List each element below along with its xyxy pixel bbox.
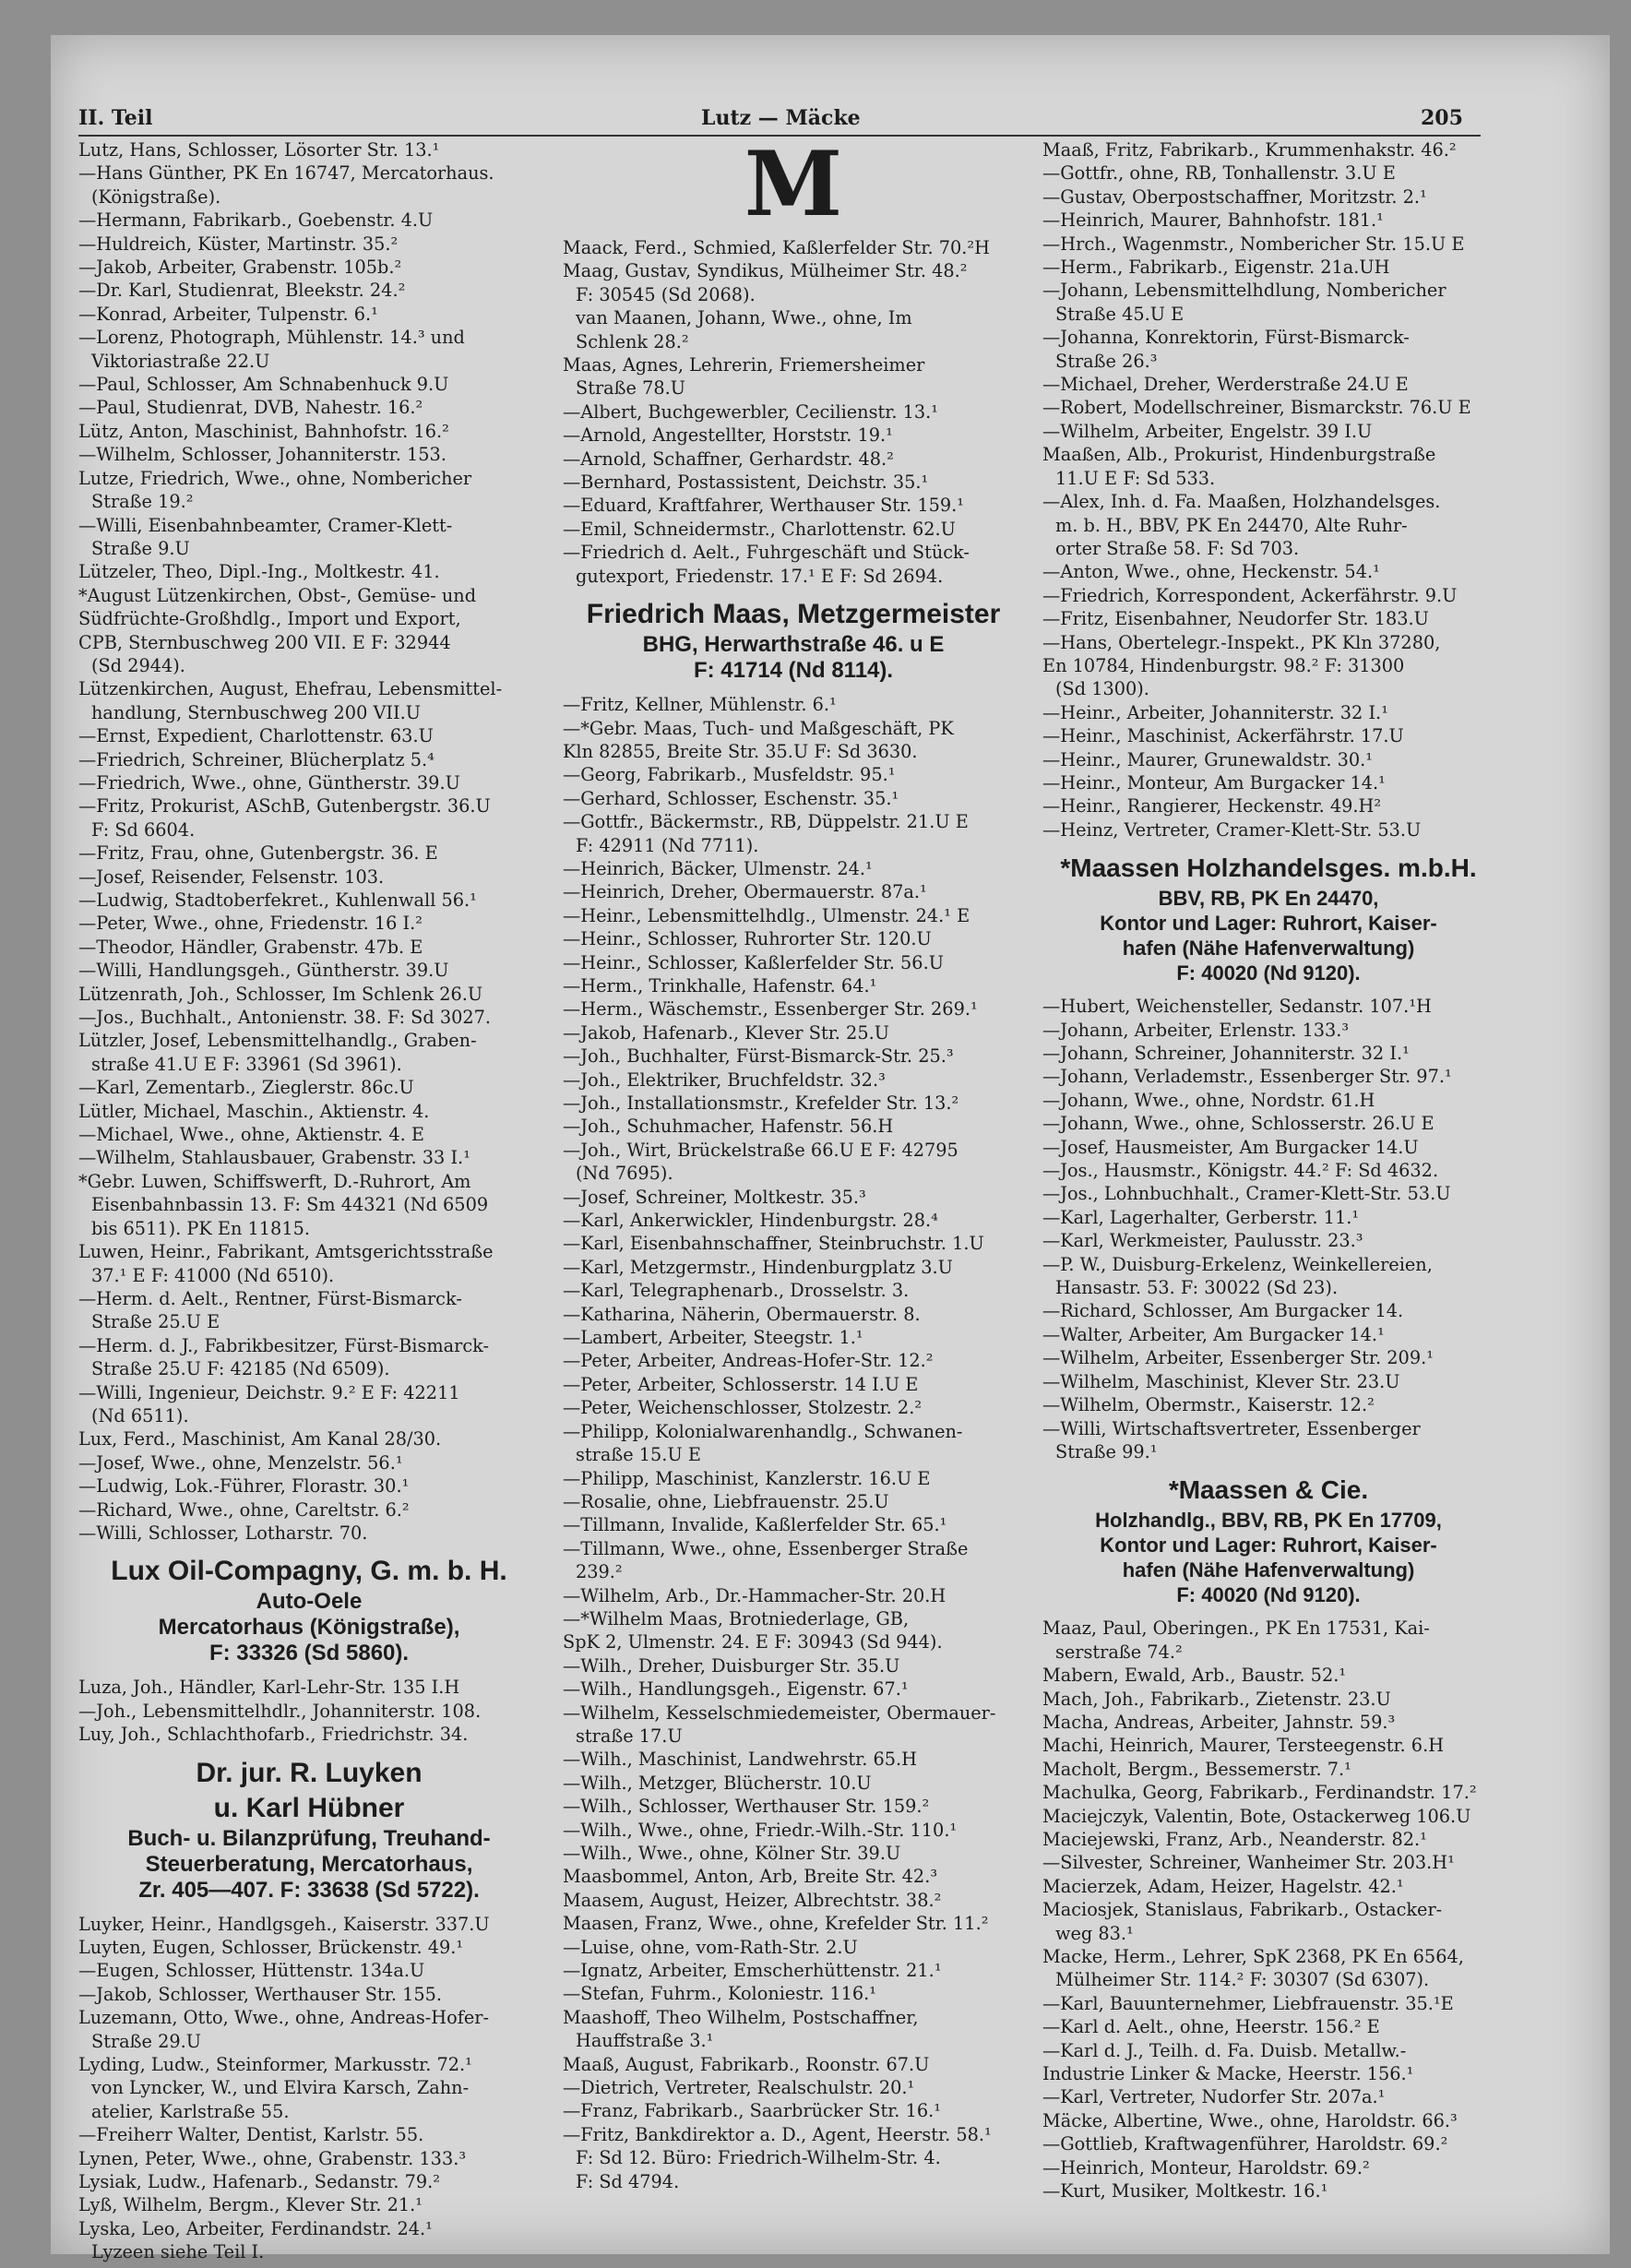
ad-title: *Maassen Holzhandelsges. m.b.H. xyxy=(1060,853,1477,883)
entries-lutz xyxy=(78,138,540,1545)
directory-line: —Philipp, Maschinist, Kanzlerstr. 16.U E xyxy=(563,1467,931,1489)
directory-line: —Friedrich d. Aelt., Fuhrgeschäft und Stück- xyxy=(563,542,970,564)
directory-line: F: 42911 (Nd 7711). xyxy=(576,834,759,856)
directory-line: (Sd 2944). xyxy=(91,654,185,676)
directory-line: van Maanen, Johann, Wwe., ohne, Im xyxy=(576,307,912,329)
directory-line: Maciosjek, Stanislaus, Fabrikarb., Ostacker- xyxy=(1042,1899,1443,1921)
directory-line: Luy, Joh., Schlachthofarb., Friedrichstr. 34. xyxy=(78,1724,469,1746)
directory-line: —Wilh., Wwe., ohne, Friedr.-Wilh.-Str. 110.¹ xyxy=(563,1819,958,1841)
directory-line: —Johanna, Konrektorin, Fürst-Bismarck- xyxy=(1042,327,1410,349)
directory-line: —Heinr., Schlosser, Ruhrorter Str. 120.U xyxy=(563,928,932,950)
directory-line: —Willi, Wirtschaftsvertreter, Essenberger xyxy=(1042,1417,1421,1439)
directory-line: 37.¹ E F: 41000 (Nd 6510). xyxy=(91,1264,335,1286)
directory-line: —Karl d. J., Teilh. d. Fa. Duisb. Metallw.- xyxy=(1042,2039,1407,2061)
directory-line: Luyten, Eugen, Schlosser, Brückenstr. 49.¹ xyxy=(78,1937,464,1958)
directory-line: —Wilhelm, Arbeiter, Essenberger Str. 209.¹ xyxy=(1042,1347,1434,1369)
directory-line: —Friedrich, Korrespondent, Ackerfährstr. 9.U xyxy=(1042,584,1458,606)
directory-line: Mach, Joh., Fabrikarb., Zietenstr. 23.U xyxy=(1042,1688,1391,1710)
ad-lux-oil xyxy=(78,1554,540,1666)
directory-line: Industrie Linker & Macke, Heerstr. 156.¹ xyxy=(1042,2063,1414,2085)
directory-line: —*Wilhelm Maas, Brotniederlage, GB, xyxy=(563,1607,910,1629)
directory-line: Macholt, Bergm., Bessemerstr. 7.¹ xyxy=(1042,1758,1351,1780)
directory-line: F: Sd 4794. xyxy=(576,2170,680,2192)
directory-line: Luyker, Heinr., Handlgsgeh., Kaiserstr. 337.U xyxy=(78,1913,490,1935)
directory-line: —Heinr., Rangierer, Heckenstr. 49.H² xyxy=(1042,795,1382,818)
directory-line: —Karl, Vertreter, Nudorfer Str. 207a.¹ xyxy=(1042,2086,1386,2108)
entries-luza xyxy=(78,1676,540,1746)
directory-line: —Stefan, Fuhrm., Koloniestr. 116.¹ xyxy=(563,1983,876,2005)
directory-line: —Michael, Wwe., ohne, Aktienstr. 4. E xyxy=(78,1124,424,1146)
directory-line: orter Straße 58. F: Sd 703. xyxy=(1055,537,1300,559)
directory-line: Straße 19.² xyxy=(91,491,194,513)
directory-line: —Heinr., Maurer, Grunewaldstr. 30.¹ xyxy=(1042,748,1373,770)
directory-line: Maashoff, Theo Wilhelm, Postschaffner, xyxy=(563,2006,919,2028)
directory-line: Lutz, Hans, Schlosser, Lösorter Str. 13.¹ xyxy=(78,139,440,161)
directory-line: —Jakob, Hafenarb., Klever Str. 25.U xyxy=(563,1021,889,1044)
directory-line: —Friedrich, Wwe., ohne, Güntherstr. 39.U xyxy=(78,771,460,794)
column-1 xyxy=(78,138,540,2264)
directory-line: atelier, Karlstraße 55. xyxy=(91,2100,290,2122)
directory-line: —Wilhelm, Kesselschmiedemeister, Obermauer- xyxy=(563,1701,996,1724)
directory-line: Macke, Herm., Lehrer, SpK 2368, PK En 6564, xyxy=(1042,1946,1464,1967)
directory-line: —Josef, Hausmeister, Am Burgacker 14.U xyxy=(1042,1136,1419,1158)
directory-line: —Josef, Schreiner, Moltkestr. 35.³ xyxy=(563,1186,866,1208)
directory-line: (Nd 6511). xyxy=(91,1404,189,1426)
directory-line: —Wilh., Handlungsgeh., Eigenstr. 67.¹ xyxy=(563,1678,909,1701)
directory-line: —Herm. d. J., Fabrikbesitzer, Fürst-Bismarck- xyxy=(78,1334,490,1356)
directory-line: —Tillmann, Invalide, Kaßlerfelder Str. 65.¹ xyxy=(563,1514,947,1536)
directory-line: —P. W., Duisburg-Erkelenz, Weinkellereien, xyxy=(1042,1253,1433,1275)
directory-line: Macha, Andreas, Arbeiter, Jahnstr. 59.³ xyxy=(1042,1711,1396,1733)
directory-line: —*Gebr. Maas, Tuch- und Maßgeschäft, PK xyxy=(563,717,954,739)
directory-line: —Gottlieb, Kraftwagenführer, Haroldstr. 69.² xyxy=(1042,2133,1448,2155)
directory-line: —Wilh., Metzger, Blücherstr. 10.U xyxy=(563,1772,872,1794)
ad-line: F: 40020 (Nd 9120). xyxy=(1176,961,1361,985)
directory-line: —Lambert, Arbeiter, Steegstr. 1.¹ xyxy=(563,1327,863,1349)
directory-line: —Josef, Wwe., ohne, Menzelstr. 56.¹ xyxy=(78,1451,403,1474)
entries-luyker xyxy=(78,1913,540,2264)
directory-line: Lützeler, Theo, Dipl.-Ing., Moltkestr. 41. xyxy=(78,561,440,583)
directory-line: Straße 25.U E xyxy=(91,1311,220,1333)
directory-line: —Paul, Schlosser, Am Schnabenhuck 9.U xyxy=(78,374,449,396)
directory-line: Lyß, Wilhelm, Bergm., Klever Str. 21.¹ xyxy=(78,2194,423,2216)
directory-line: Maciejczyk, Valentin, Bote, Ostackerweg 106.U xyxy=(1042,1805,1471,1827)
directory-line: Lysiak, Ludw., Hafenarb., Sedanstr. 79.² xyxy=(78,2171,441,2193)
directory-line: —Wilh., Schlosser, Werthauser Str. 159.² xyxy=(563,1796,930,1818)
directory-line: Macierzek, Adam, Heizer, Hagelstr. 42.¹ xyxy=(1042,1875,1404,1897)
directory-line: —Ludwig, Stadtoberfekret., Kuhlenwall 56.¹ xyxy=(78,889,477,911)
directory-line: von Lyncker, W., und Elvira Karsch, Zahn- xyxy=(91,2077,470,2099)
directory-line: —Willi, Ingenieur, Deichstr. 9.² E F: 42211 xyxy=(78,1381,460,1403)
directory-line: —Peter, Arbeiter, Andreas-Hofer-Str. 12.² xyxy=(563,1350,934,1372)
ad-line: Buch- u. Bilanzprüfung, Treuhand- xyxy=(127,1825,491,1851)
directory-line: —Emil, Schneidermstr., Charlottenstr. 62.U xyxy=(563,518,956,540)
directory-line: Lux, Ferd., Maschinist, Am Kanal 28/30. xyxy=(78,1428,442,1450)
directory-line: —Johann, Wwe., ohne, Nordstr. 61.H xyxy=(1042,1089,1375,1111)
directory-line: —Joh., Wirt, Brückelstraße 66.U E F: 42795 xyxy=(563,1139,958,1161)
directory-line: Viktoriastraße 22.U xyxy=(91,350,270,372)
directory-line: —Wilhelm, Obermstr., Kaiserstr. 12.² xyxy=(1042,1394,1375,1416)
directory-line: —Joh., Schuhmacher, Hafenstr. 56.H xyxy=(563,1116,894,1138)
directory-line: Maciejewski, Franz, Arb., Neanderstr. 82.¹ xyxy=(1042,1828,1427,1850)
column-3 xyxy=(1042,138,1494,2202)
directory-line: —Herm., Fabrikarb., Eigenstr. 21a.UH xyxy=(1042,257,1390,279)
directory-line: Maaß, August, Fabrikarb., Roonstr. 67.U xyxy=(563,2053,930,2075)
directory-line: Hauffstraße 3.¹ xyxy=(576,2030,714,2052)
directory-line: —Richard, Schlosser, Am Burgacker 14. xyxy=(1042,1300,1404,1322)
directory-line: —Hermann, Fabrikarb., Goebenstr. 4.U xyxy=(78,209,434,232)
directory-line: (Königstraße). xyxy=(91,185,221,208)
ad-line: Kontor und Lager: Ruhrort, Kaiser- xyxy=(1100,1534,1437,1558)
directory-line: —Heinz, Vertreter, Cramer-Klett-Str. 53.U xyxy=(1042,818,1422,841)
directory-line: (Sd 1300). xyxy=(1055,678,1149,700)
directory-line: Maasbommel, Anton, Arb, Breite Str. 42.³ xyxy=(563,1866,938,1888)
directory-line: straße 41.U E F: 33961 (Sd 3961). xyxy=(91,1053,402,1075)
entries-maassen xyxy=(1042,995,1494,1463)
directory-line: —Luise, ohne, vom-Rath-Str. 2.U xyxy=(563,1936,858,1958)
directory-line: —Tillmann, Wwe., ohne, Essenberger Straße xyxy=(563,1537,969,1559)
ad-title: Friedrich Maas, Metzgermeister xyxy=(586,599,1001,630)
directory-line: —Johann, Verlademstr., Essenberger Str. 97.¹ xyxy=(1042,1066,1452,1088)
directory-line: Machi, Heinrich, Maurer, Tersteegenstr. 6.H xyxy=(1042,1735,1445,1757)
directory-line: —Johann, Arbeiter, Erlenstr. 133.³ xyxy=(1042,1019,1350,1041)
directory-line: —Fritz, Eisenbahner, Neudorfer Str. 183.U xyxy=(1042,608,1429,630)
ad-line: BBV, RB, PK En 24470, xyxy=(1158,887,1379,911)
directory-line: Schlenk 28.² xyxy=(576,330,689,352)
directory-line: —Karl, Werkmeister, Paulusstr. 23.³ xyxy=(1042,1230,1363,1252)
directory-line: —Michael, Dreher, Werderstraße 24.U E xyxy=(1042,374,1409,396)
directory-line: —Heinrich, Bäcker, Ulmenstr. 24.¹ xyxy=(563,857,873,879)
directory-line: Lynen, Peter, Wwe., ohne, Grabenstr. 133.³ xyxy=(78,2147,467,2169)
directory-line: —Hubert, Weichensteller, Sedanstr. 107.¹H xyxy=(1042,996,1432,1018)
directory-line: —Hrch., Wagenmstr., Nombericher Str. 15.U E xyxy=(1042,233,1465,255)
directory-line: —Gerhard, Schlosser, Eschenstr. 35.¹ xyxy=(563,787,899,809)
directory-line: —Joh., Installationsmstr., Krefelder Str. 13.² xyxy=(563,1092,959,1114)
directory-line: —Jakob, Schlosser, Werthauser Str. 155. xyxy=(78,1983,443,2005)
directory-line: —Wilh., Wwe., ohne, Kölner Str. 39.U xyxy=(563,1843,901,1864)
directory-line: —Joh., Lebensmittelhdlr., Johanniterstr. 108. xyxy=(78,1700,482,1722)
header-part: II. Teil xyxy=(78,106,153,130)
directory-line: —Freiherr Walter, Dentist, Karlstr. 55. xyxy=(78,2124,424,2146)
ad-title: *Maassen & Cie. xyxy=(1168,1475,1369,1505)
directory-line: —Karl, Lagerhalter, Gerberstr. 11.¹ xyxy=(1042,1206,1360,1228)
ad-friedrich-maas xyxy=(563,597,1024,684)
directory-line: Lyding, Ludw., Steinformer, Markusstr. 72.¹ xyxy=(78,2054,472,2076)
ad-line: F: 33326 (Sd 5860). xyxy=(208,1641,410,1666)
directory-line: En 10784, Hindenburgstr. 98.² F: 31300 xyxy=(1042,654,1405,676)
directory-line: Hansastr. 53. F: 30022 (Sd 23). xyxy=(1055,1277,1339,1299)
directory-line: —Ignatz, Arbeiter, Emscherhüttenstr. 21.¹ xyxy=(563,1960,942,1982)
directory-line: weg 83.¹ xyxy=(1055,1922,1134,1944)
directory-line: —Katharina, Näherin, Obermauerstr. 8. xyxy=(563,1303,921,1325)
ad-title: Dr. jur. R. Luyken xyxy=(196,1757,423,1788)
directory-line: —Karl, Metzgermstr., Hindenburgplatz 3.U xyxy=(563,1256,953,1278)
directory-line: 11.U E F: Sd 533. xyxy=(1055,467,1216,489)
directory-line: bis 6511). PK En 11815. xyxy=(91,1217,310,1239)
ad-maassen-holz xyxy=(1042,851,1494,985)
directory-line: —Karl, Zementarb., Zieglerstr. 86c.U xyxy=(78,1077,414,1099)
directory-line: —Herm., Wäschemstr., Essenberger Str. 269.¹ xyxy=(563,998,978,1021)
directory-line: —Johann, Schreiner, Johanniterstr. 32 I.¹ xyxy=(1042,1043,1410,1064)
directory-line: —Jakob, Arbeiter, Grabenstr. 105b.² xyxy=(78,257,402,279)
directory-line: —Karl, Eisenbahnschaffner, Steinbruchstr. 1.U xyxy=(563,1233,984,1255)
directory-line: —Peter, Wwe., ohne, Friedenstr. 16 I.² xyxy=(78,913,423,935)
directory-line: —Fritz, Frau, ohne, Gutenbergstr. 36. E xyxy=(78,842,438,865)
directory-line: —Robert, Modellschreiner, Bismarckstr. 76.U E xyxy=(1042,397,1471,419)
directory-line: —Heinrich, Dreher, Obermauerstr. 87a.¹ xyxy=(563,881,927,903)
directory-line: —Heinr., Monteur, Am Burgacker 14.¹ xyxy=(1042,771,1386,794)
directory-line: —Peter, Arbeiter, Schlosserstr. 14 I.U E xyxy=(563,1373,919,1395)
directory-line: Maasen, Franz, Wwe., ohne, Krefelder Str. 11.² xyxy=(563,1913,989,1935)
directory-line: —Wilhelm, Stahlausbauer, Grabenstr. 33 I.¹ xyxy=(78,1147,470,1169)
directory-line: —Konrad, Arbeiter, Tulpenstr. 6.¹ xyxy=(78,303,378,325)
directory-line: —Eugen, Schlosser, Hüttenstr. 134a.U xyxy=(78,1960,425,1982)
directory-line: —Dietrich, Vertreter, Realschulstr. 20.¹ xyxy=(563,2077,915,2099)
directory-line: Maaßen, Alb., Prokurist, Hindenburgstraße xyxy=(1042,444,1436,466)
directory-line: —Jos., Hausmstr., Königstr. 44.² F: Sd 4632. xyxy=(1042,1160,1439,1182)
ad-title: Lux Oil-Compagny, G. m. b. H. xyxy=(111,1556,507,1587)
directory-line: —Kurt, Musiker, Moltkestr. 16.¹ xyxy=(1042,2180,1328,2202)
directory-line: —Arnold, Angestellter, Horststr. 19.¹ xyxy=(563,424,893,447)
ad-line: Kontor und Lager: Ruhrort, Kaiser- xyxy=(1100,912,1437,936)
ad-line: hafen (Nähe Hafenverwaltung) xyxy=(1122,937,1415,961)
directory-line: —Herm. d. Aelt., Rentner, Fürst-Bismarck- xyxy=(78,1287,462,1309)
directory-line: Lütz, Anton, Maschinist, Bahnhofstr. 16.² xyxy=(78,420,449,442)
directory-line: CPB, Sternbuschweg 200 VII. E F: 32944 xyxy=(78,631,451,653)
directory-line: —Johann, Lebensmittelhdlung, Nombericher xyxy=(1042,280,1446,302)
directory-line: —Joh., Elektriker, Bruchfeldstr. 32.³ xyxy=(563,1068,886,1091)
directory-line: F: Sd 12. Büro: Friedrich-Wilhelm-Str. 4. xyxy=(576,2147,941,2169)
directory-line: Straße 45.U E xyxy=(1055,303,1185,325)
directory-line: Maaz, Paul, Oberingen., PK En 17531, Kai- xyxy=(1042,1617,1430,1640)
directory-line: Mabern, Ewald, Arb., Baustr. 52.¹ xyxy=(1042,1665,1347,1687)
directory-line: —Wilhelm, Arb., Dr.-Hammacher-Str. 20.H xyxy=(563,1584,946,1606)
directory-line: —Walter, Arbeiter, Am Burgacker 14.¹ xyxy=(1042,1323,1385,1345)
directory-line: —Peter, Weichenschlosser, Stolzestr. 2.² xyxy=(563,1397,923,1419)
directory-line: Straße 25.U F: 42185 (Nd 6509). xyxy=(91,1358,390,1380)
directory-line: —Johann, Wwe., ohne, Schlosserstr. 26.U E xyxy=(1042,1113,1435,1135)
directory-line: —Heinr., Arbeiter, Johanniterstr. 32 I.¹ xyxy=(1042,701,1388,723)
directory-line: —Willi, Handlungsgeh., Güntherstr. 39.U xyxy=(78,960,449,982)
directory-line: Machulka, Georg, Fabrikarb., Ferdinandstr. 17.² xyxy=(1042,1782,1477,1804)
directory-line: gutexport, Friedenstr. 17.¹ E F: Sd 2694. xyxy=(576,565,944,587)
directory-line: —Karl, Telegraphenarb., Drosselstr. 3. xyxy=(563,1280,910,1302)
ad-line: Mercatorhaus (Königstraße), xyxy=(158,1615,460,1641)
directory-line: —Rosalie, ohne, Liebfrauenstr. 25.U xyxy=(563,1490,889,1512)
directory-line: —Gottfr., Bäckermstr., RB, Düppelstr. 21.U E xyxy=(563,811,969,833)
directory-line: —Dr. Karl, Studienrat, Bleekstr. 24.² xyxy=(78,280,406,302)
directory-line: Lützler, Josef, Lebensmittelhandlg., Graben- xyxy=(78,1030,477,1052)
directory-line: —Karl d. Aelt., ohne, Heerstr. 156.² E xyxy=(1042,2016,1380,2038)
directory-line: —Albert, Buchgewerbler, Cecilienstr. 13.¹ xyxy=(563,400,938,423)
directory-line: Luzemann, Otto, Wwe., ohne, Andreas-Hofer- xyxy=(78,2007,489,2029)
directory-line: —Lorenz, Photograph, Mühlenstr. 14.³ und xyxy=(78,327,465,349)
directory-line: —Friedrich, Schreiner, Blücherplatz 5.⁴ xyxy=(78,748,435,770)
directory-line: —Wilhelm, Schlosser, Johanniterstr. 153. xyxy=(78,444,446,466)
directory-line: —Heinrich, Monteur, Haroldstr. 69.² xyxy=(1042,2156,1370,2178)
column-2 xyxy=(563,132,1024,2193)
directory-line: straße 17.U xyxy=(576,1725,683,1747)
directory-line: straße 15.U E xyxy=(576,1444,701,1466)
directory-line: —Heinrich, Maurer, Bahnhofstr. 181.¹ xyxy=(1042,209,1384,232)
directory-line: —Ludwig, Lok.-Führer, Florastr. 30.¹ xyxy=(78,1475,410,1498)
directory-line: Mülheimer Str. 114.² F: 30307 (Sd 6307). xyxy=(1055,1969,1430,1991)
directory-line: Südfrüchte-Großhdlg., Import und Export, xyxy=(78,608,461,630)
directory-line: Maack, Ferd., Schmied, Kaßlerfelder Str. 70.²H xyxy=(563,237,990,258)
ad-line: hafen (Nähe Hafenverwaltung) xyxy=(1122,1558,1415,1582)
directory-line: Kln 82855, Breite Str. 35.U F: Sd 3630. xyxy=(563,740,918,762)
directory-line: Straße 26.³ xyxy=(1055,350,1158,372)
directory-line: —Willi, Schlosser, Lotharstr. 70. xyxy=(78,1522,368,1544)
directory-line: —Huldreich, Küster, Martinstr. 35.² xyxy=(78,233,399,255)
directory-line: —Hans Günther, PK En 16747, Mercatorhaus. xyxy=(78,162,494,185)
directory-line: —Wilh., Maschinist, Landwehrstr. 65.H xyxy=(563,1749,917,1771)
directory-line: Luwen, Heinr., Fabrikant, Amtsgerichtsstraße xyxy=(78,1241,494,1263)
directory-line: —Willi, Eisenbahnbeamter, Cramer-Klett- xyxy=(78,514,453,536)
directory-line: —Alex, Inh. d. Fa. Maaßen, Holzhandelsges. xyxy=(1042,491,1441,513)
directory-line: 239.² xyxy=(576,1561,623,1583)
directory-line: —Karl, Ankerwickler, Hindenburgstr. 28.⁴ xyxy=(563,1210,938,1232)
directory-line: Eisenbahnbassin 13. F: Sm 44321 (Nd 6509 xyxy=(91,1194,489,1216)
ad-line: BHG, Herwarthstraße 46. u E xyxy=(642,632,945,658)
directory-line: Luza, Joh., Händler, Karl-Lehr-Str. 135 I.H xyxy=(78,1677,460,1699)
directory-line: Lyska, Leo, Arbeiter, Ferdinandstr. 24.¹ xyxy=(78,2217,433,2239)
entries-maas xyxy=(563,693,1024,2193)
directory-line: —Heinr., Lebensmittelhdlg., Ulmenstr. 24.¹ E xyxy=(563,904,970,926)
directory-line: —Arnold, Schaffner, Gerhardstr. 48.² xyxy=(563,448,894,470)
directory-line: Maaß, Fritz, Fabrikarb., Krummenhakstr. 46.² xyxy=(1042,139,1457,161)
directory-line: Lutze, Friedrich, Wwe., ohne, Nombericher xyxy=(78,467,472,489)
ad-line: Steuerberatung, Mercatorhaus, xyxy=(145,1851,473,1877)
directory-line: Lützenkirchen, August, Ehefrau, Lebensmittel- xyxy=(78,678,503,700)
directory-line: (Nd 7695). xyxy=(576,1163,673,1185)
directory-line: Mäcke, Albertine, Wwe., ohne, Haroldstr. 66.³ xyxy=(1042,2109,1458,2131)
directory-line: —Herm., Trinkhalle, Hafenstr. 64.¹ xyxy=(563,974,877,997)
directory-line: —Richard, Wwe., ohne, Careltstr. 6.² xyxy=(78,1498,410,1521)
directory-line: —Fritz, Bankdirektor a. D., Agent, Heerstr. 58.¹ xyxy=(563,2123,992,2145)
entries-maass xyxy=(1042,138,1494,842)
directory-line: —Hans, Obertelegr.-Inspekt., PK Kln 37280, xyxy=(1042,631,1441,653)
directory-line: —Anton, Wwe., ohne, Heckenstr. 54.¹ xyxy=(1042,561,1380,583)
directory-line: Maag, Gustav, Syndikus, Mülheimer Str. 48.² xyxy=(563,260,968,282)
directory-line: —Franz, Fabrikarb., Saarbrücker Str. 16.¹ xyxy=(563,2100,941,2122)
directory-line: Straße 78.U xyxy=(576,377,686,400)
directory-line: Straße 9.U xyxy=(91,537,190,559)
directory-line: Straße 99.¹ xyxy=(1055,1440,1158,1462)
directory-line: —Jos., Lohnbuchhalt., Cramer-Klett-Str. 53.U xyxy=(1042,1183,1451,1205)
directory-line: F: Sd 6604. xyxy=(91,818,196,841)
ad-title: u. Karl Hübner xyxy=(213,1792,405,1823)
directory-line: —Ernst, Expedient, Charlottenstr. 63.U xyxy=(78,725,434,747)
header-range: Lutz — Mäcke xyxy=(701,106,861,130)
directory-line: *August Lützenkirchen, Obst-, Gemüse- und xyxy=(78,584,477,606)
directory-line: F: 30545 (Sd 2068). xyxy=(576,283,756,305)
directory-line: —Fritz, Prokurist, ASchB, Gutenbergstr. 36.U xyxy=(78,795,491,818)
directory-line: —Georg, Fabrikarb., Musfeldstr. 95.¹ xyxy=(563,764,896,786)
directory-line: Lütler, Michael, Maschin., Aktienstr. 4. xyxy=(78,1100,430,1122)
ad-luyken xyxy=(78,1756,540,1904)
directory-line: serstraße 74.² xyxy=(1055,1641,1183,1663)
directory-line: —Josef, Reisender, Felsenstr. 103. xyxy=(78,865,385,888)
directory-line: —Heinr., Schlosser, Kaßlerfelder Str. 56.U xyxy=(563,951,944,973)
ad-line: Zr. 405—407. F: 33638 (Sd 5722). xyxy=(138,1877,480,1903)
directory-line: Lützenrath, Joh., Schlosser, Im Schlenk 26.U xyxy=(78,983,483,1005)
directory-line: handlung, Sternbuschweg 200 VII.U xyxy=(91,701,422,723)
directory-line: —Heinr., Maschinist, Ackerfährstr. 17.U xyxy=(1042,725,1404,747)
directory-line: —Paul, Studienrat, DVB, Nahestr. 16.² xyxy=(78,397,423,419)
ad-line: F: 41714 (Nd 8114). xyxy=(693,658,894,684)
directory-line: —Wilh., Dreher, Duisburger Str. 35.U xyxy=(563,1654,900,1677)
ad-maassen-cie xyxy=(1042,1473,1494,1607)
entries-maack xyxy=(563,236,1024,588)
directory-line: Maasem, August, Heizer, Albrechtstr. 38.² xyxy=(563,1889,942,1911)
directory-line: Straße 29.U xyxy=(91,2030,202,2052)
directory-line: Lyzeen siehe Teil I. xyxy=(91,2241,265,2263)
directory-line: —Joh., Buchhalter, Fürst-Bismarck-Str. 25.³ xyxy=(563,1045,954,1068)
ad-line: Holzhandlg., BBV, RB, PK En 17709, xyxy=(1095,1509,1442,1533)
ad-line: Auto-Oele xyxy=(256,1589,363,1615)
ad-line: F: 40020 (Nd 9120). xyxy=(1176,1583,1361,1607)
directory-line: —Silvester, Schreiner, Wanheimer Str. 203.H¹ xyxy=(1042,1852,1455,1874)
directory-line: —Theodor, Händler, Grabenstr. 47b. E xyxy=(78,936,423,958)
directory-line: —Gustav, Oberpostschaffner, Moritzstr. 2.¹ xyxy=(1042,185,1427,208)
directory-line: —Fritz, Kellner, Mühlenstr. 6.¹ xyxy=(563,694,837,716)
entries-maaz xyxy=(1042,1617,1494,2202)
directory-line: —Eduard, Kraftfahrer, Werthauser Str. 159.¹ xyxy=(563,495,965,517)
page-number: 205 xyxy=(1421,106,1463,130)
directory-line: Maas, Agnes, Lehrerin, Friemersheimer xyxy=(563,354,925,376)
directory-line: —Philipp, Kolonialwarenhandlg., Schwanen- xyxy=(563,1420,963,1442)
section-letter: M xyxy=(744,132,843,236)
directory-line: —Bernhard, Postassistent, Deichstr. 35.¹ xyxy=(563,472,929,494)
directory-line: —Karl, Bauunternehmer, Liebfrauenstr. 35.¹E xyxy=(1042,1992,1454,2014)
directory-line: *Gebr. Luwen, Schiffswerft, D.-Ruhrort, Am xyxy=(78,1170,471,1192)
directory-line: —Wilhelm, Maschinist, Klever Str. 23.U xyxy=(1042,1370,1400,1392)
directory-line: —Jos., Buchhalt., Antonienstr. 38. F: Sd 3027. xyxy=(78,1007,492,1029)
directory-line: m. b. H., BBV, PK En 24470, Alte Ruhr- xyxy=(1055,514,1408,536)
directory-line: SpK 2, Ulmenstr. 24. E F: 30943 (Sd 944). xyxy=(563,1631,943,1653)
directory-line: —Gottfr., ohne, RB, Tonhallenstr. 3.U E xyxy=(1042,162,1396,185)
directory-line: —Wilhelm, Arbeiter, Engelstr. 39 I.U xyxy=(1042,420,1373,442)
